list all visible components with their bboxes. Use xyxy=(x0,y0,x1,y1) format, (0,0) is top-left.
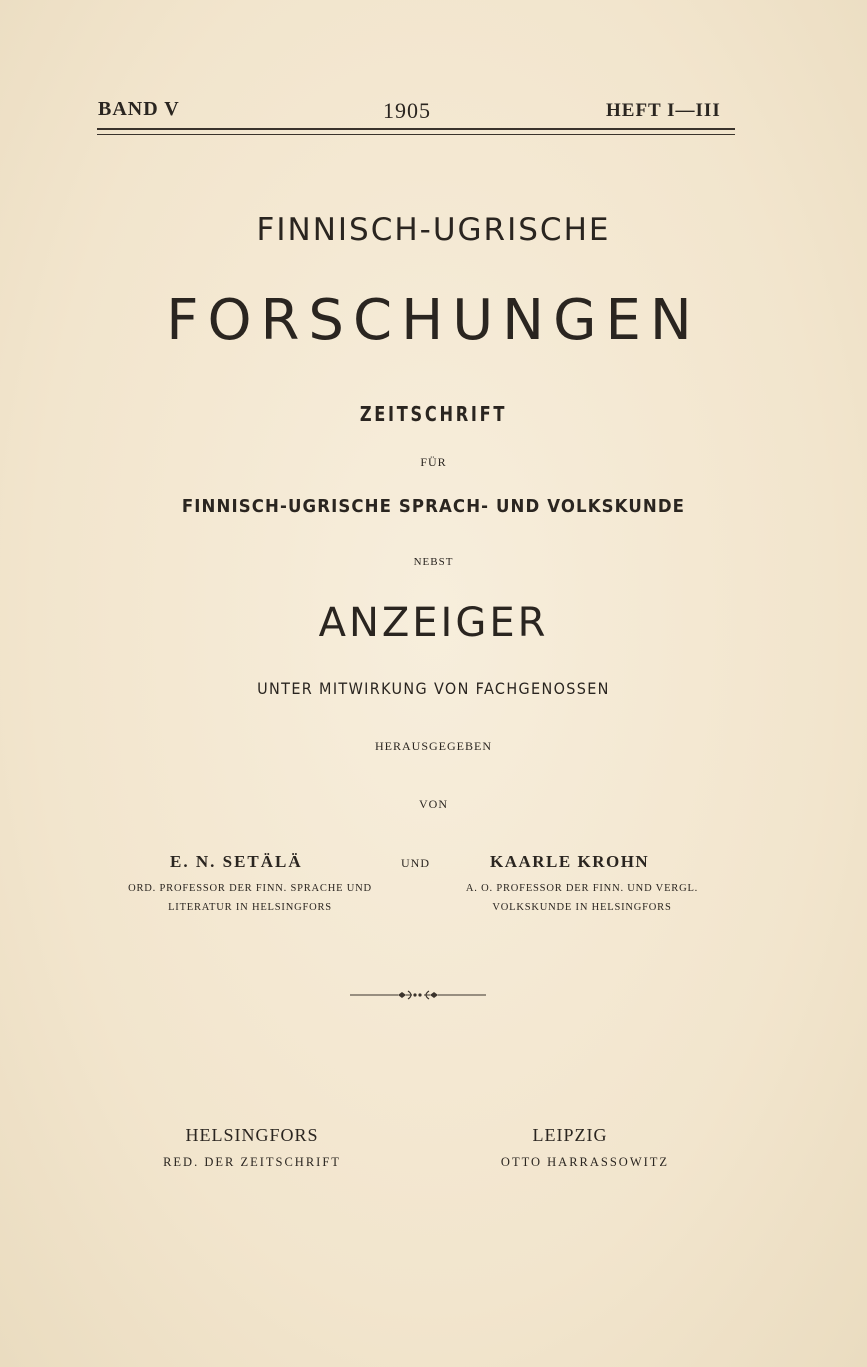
und-label: UND xyxy=(401,856,430,870)
editor2-name: KAARLE KROHN xyxy=(490,852,650,871)
subject-line: FINNISCH-UGRISCHE SPRACH- UND VOLKSKUNDE xyxy=(181,496,686,517)
editor1-aff-line1: ORD. PROFESSOR DER FINN. SPRACHE UND xyxy=(128,883,372,894)
title-line1: FINNISCH-UGRISCHE xyxy=(256,212,611,248)
volume-label: BAND V xyxy=(98,98,180,120)
year-label: 1905 xyxy=(383,98,431,123)
imprint-city2: LEIPZIG xyxy=(532,1125,608,1145)
imprint-publisher1: RED. DER ZEITSCHRIFT xyxy=(163,1155,341,1169)
header-rule-thick xyxy=(97,128,735,130)
edited-label: HERAUSGEGEBEN xyxy=(375,739,492,753)
anzeiger-title: ANZEIGER xyxy=(318,600,549,646)
title-line2: FORSCHUNGEN xyxy=(166,288,701,353)
nebst-label: NEBST xyxy=(413,556,454,568)
imprint-city1: HELSINGFORS xyxy=(185,1125,319,1145)
imprint-publisher2: OTTO HARRASSOWITZ xyxy=(500,1155,670,1169)
editor2-aff-line1: A. O. PROFESSOR DER FINN. UND VERGL. xyxy=(465,883,699,894)
fur-label: FÜR xyxy=(420,455,447,469)
cooperation-line: UNTER MITWIRKUNG VON FACHGENOSSEN xyxy=(257,679,610,698)
editor1-affiliation xyxy=(100,879,400,917)
editor2-aff-line2: VOLKSKUNDE IN HELSINGFORS xyxy=(492,902,672,913)
von-label: VON xyxy=(419,797,448,811)
ornament-divider-icon xyxy=(350,985,486,1005)
editor1-aff-line2: LITERATUR IN HELSINGFORS xyxy=(168,902,332,913)
header-rule-thin xyxy=(97,134,735,135)
issue-label: HEFT I—III xyxy=(606,100,721,121)
editor2-affiliation xyxy=(432,879,732,917)
subtitle: ZEITSCHRIFT xyxy=(359,402,508,426)
editor1-name: E. N. SETÄLÄ xyxy=(170,852,303,871)
